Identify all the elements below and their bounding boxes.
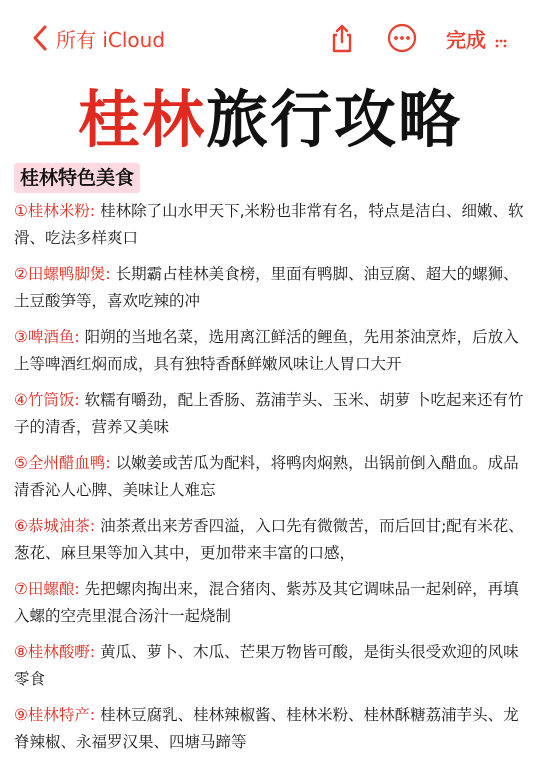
list-item (14, 576, 530, 630)
item-text: 软糯有嚼劲，配上香肠、荔浦芋头、玉米、胡萝 卜吃起来还有竹子的清香，营养又美味 (14, 391, 524, 436)
title-red-part: 桂林 (77, 83, 206, 156)
item-text: 阳朔的当地名菜，选用离江鲜活的鲤鱼，先用茶油烹炸，后放入上等啤酒红焖而成，具有独特香酥鲜嫩风味让人胃口大开 (14, 328, 519, 373)
list-item (14, 702, 530, 756)
back-button[interactable] (32, 22, 165, 54)
chevron-left-icon (32, 24, 48, 52)
item-name: 竹筒饭: (27, 391, 80, 409)
more-icon (386, 39, 418, 58)
item-text: 桂林豆腐乳、桂林辣椒酱、桂林米粉、桂林酥糖荔浦芋头、龙脊辣椒、永福罗汉果、四塘马蹄等 (14, 706, 519, 751)
item-text: 黄瓜、萝卜、木瓜、芒果万物皆可酸，是街头很受欢迎的风味零食 (14, 643, 519, 688)
list-item (14, 513, 530, 567)
item-name: 桂林酸嘢: (27, 643, 96, 661)
list-item (14, 198, 530, 252)
share-button[interactable] (326, 22, 358, 54)
item-number: ⑥ (14, 517, 28, 535)
item-name: 桂林特产: (27, 706, 96, 724)
item-text: 以嫩姜或苦瓜为配料，将鸭肉焖熟，出锅前倒入醋血。成品清香沁人心脾、美味让人难忘 (14, 454, 519, 499)
list-item (14, 450, 530, 504)
item-number: ④ (14, 391, 28, 409)
dots-icon (494, 35, 508, 54)
list-item (14, 261, 530, 315)
item-number: ⑦ (14, 580, 28, 598)
item-name: 啤酒鱼: (27, 328, 80, 346)
more-button[interactable] (386, 22, 418, 54)
list-item (14, 387, 530, 441)
item-text: 长期霸占桂林美食榜，里面有鸭脚、油豆腐、超大的螺狮、土豆酸笋等，喜欢吃辣的冲 (14, 265, 519, 310)
list-item (14, 324, 530, 378)
share-icon (326, 39, 358, 58)
list-item (14, 639, 530, 693)
item-number: ⑤ (14, 454, 28, 472)
done-button[interactable]: 完成 (446, 28, 486, 52)
item-text: 先把螺肉掏出来，混合猪肉、紫苏及其它调味品一起剁碎，再填入螺的空壳里混合汤汁一起烧制 (14, 580, 519, 625)
item-number: ⑨ (14, 706, 28, 724)
item-number: ③ (14, 328, 28, 346)
nav-bar (0, 0, 540, 72)
item-name: 田螺鸭脚煲: (27, 265, 111, 283)
title-black-part: 旅行攻略 (206, 83, 463, 156)
back-label: 所有 iCloud (56, 27, 166, 52)
item-number: ⑧ (14, 643, 28, 661)
item-name: 田螺酿: (27, 580, 80, 598)
food-list (14, 198, 530, 765)
page-title (0, 80, 540, 160)
item-name: 桂林米粉: (27, 202, 96, 220)
item-text: 桂林除了山水甲天下,米粉也非常有名，特点是洁白、细嫩、软滑、吃法多样爽口 (14, 202, 524, 247)
item-name: 全州醋血鸭: (27, 454, 111, 472)
item-name: 恭城油茶: (27, 517, 96, 535)
section-header: 桂林特色美食 (14, 163, 140, 193)
item-number: ② (14, 265, 28, 283)
item-text: 油茶煮出来芳香四溢，入口先有微微苦，而后回甘;配有米花、葱花、麻旦果等加入其中，更加带来丰富的口感， (14, 517, 524, 562)
item-number: ① (14, 202, 28, 220)
